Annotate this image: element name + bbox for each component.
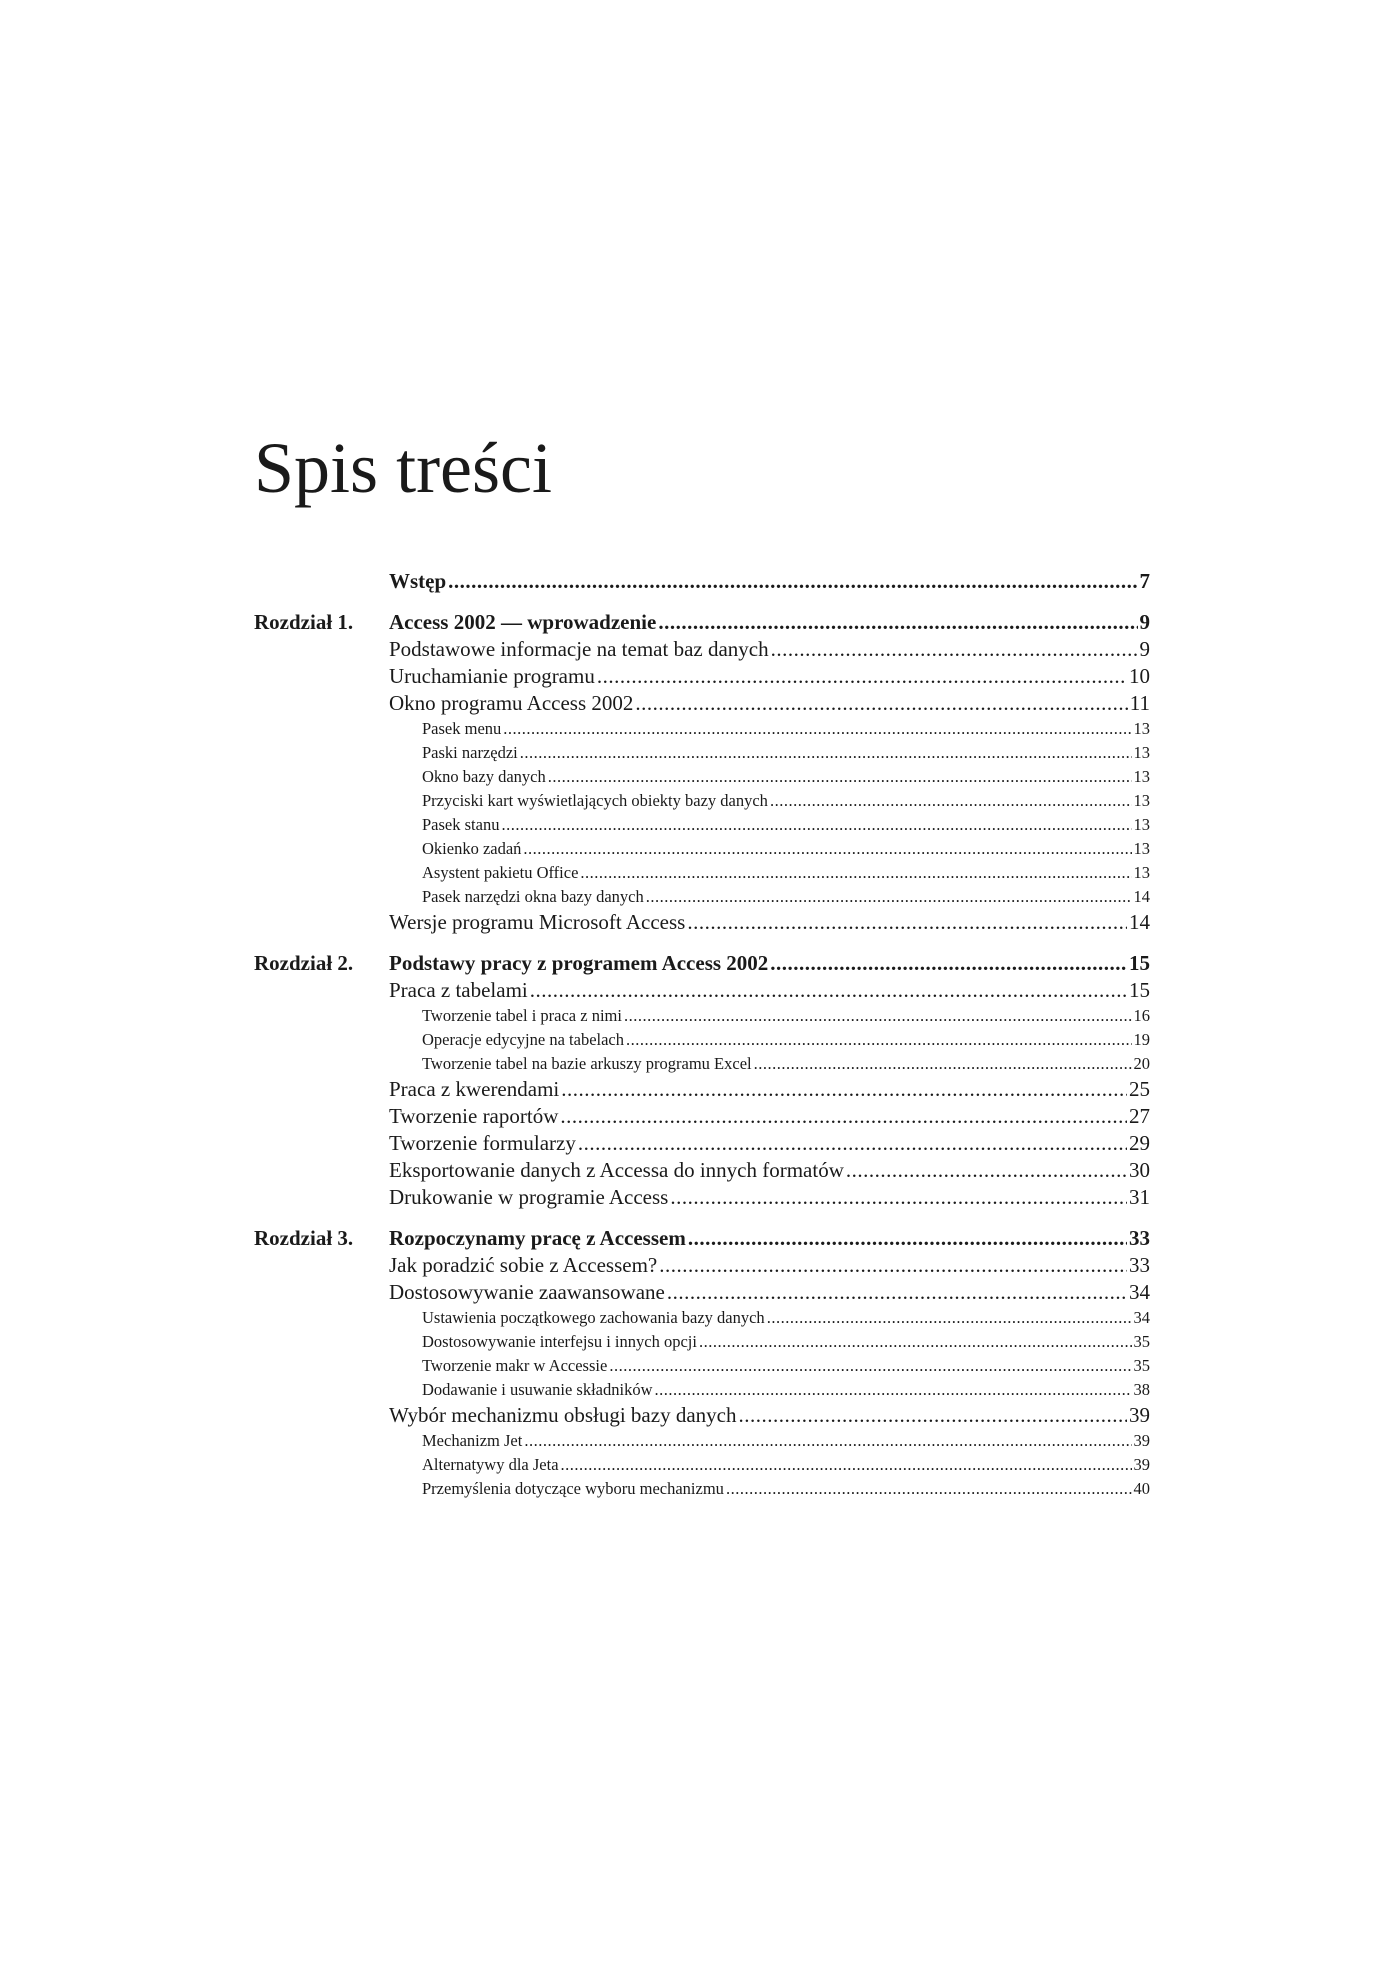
toc-entry-page: 39 (1133, 1431, 1150, 1450)
dot-leader (548, 765, 1132, 789)
toc-entry-page: 14 (1133, 887, 1150, 906)
dot-leader (578, 1130, 1127, 1157)
toc-entry-page: 15 (1129, 951, 1150, 975)
toc-entry (422, 837, 1150, 861)
toc-intro (254, 568, 1150, 595)
toc-entry-title: Drukowanie w programie Access (389, 1185, 669, 1209)
toc-entry-page: 39 (1133, 1455, 1150, 1474)
toc-entry-title: Rozpoczynamy pracę z Accessem (389, 1226, 686, 1250)
toc-entry-page: 27 (1129, 1104, 1150, 1128)
toc-entry-page: 19 (1133, 1030, 1150, 1049)
toc-entry-title: Uruchamianie programu (389, 664, 595, 688)
dot-leader (624, 1004, 1132, 1028)
dot-leader (771, 636, 1138, 663)
toc-entry-title: Dostosowywanie interfejsu i innych opcji (422, 1332, 697, 1351)
page-title: Spis treści (254, 428, 552, 508)
toc-entry-title: Okienko zadań (422, 839, 522, 858)
toc-entry-title: Paski narzędzi (422, 743, 518, 762)
dot-leader (561, 1453, 1132, 1477)
dot-leader (738, 1402, 1127, 1429)
toc-entry-title: Pasek menu (422, 719, 502, 738)
toc-entry-page: 9 (1139, 637, 1150, 661)
toc-entry-title: Tworzenie tabel i praca z nimi (422, 1006, 622, 1025)
dot-leader (580, 861, 1131, 885)
toc-entry (422, 765, 1150, 789)
toc-entry-title: Praca z tabelami (389, 978, 528, 1002)
chapter-label: Rozdział 3. (254, 1226, 354, 1250)
toc-entry (422, 1052, 1150, 1076)
toc-entry-page: 31 (1129, 1185, 1150, 1209)
dot-leader (659, 1252, 1127, 1279)
toc-entry-title: Wybór mechanizmu obsługi bazy danych (389, 1403, 737, 1427)
toc-chapter-3 (254, 1225, 1150, 1501)
toc-entry-page: 39 (1129, 1403, 1150, 1427)
toc-entry (422, 1306, 1150, 1330)
toc-entry-title: Wersje programu Microsoft Access (389, 910, 686, 934)
toc-entry-title: Pasek stanu (422, 815, 500, 834)
toc-entry-title: Podstawowe informacje na temat baz danych (389, 637, 769, 661)
toc-entry-page: 30 (1129, 1158, 1150, 1182)
dot-leader (520, 741, 1132, 765)
toc-entry (422, 861, 1150, 885)
toc-entry (422, 789, 1150, 813)
toc-entry (422, 1378, 1150, 1402)
dot-leader (609, 1354, 1131, 1378)
toc-entry-title: Eksportowanie danych z Accessa do innych formatów (389, 1158, 844, 1182)
dot-leader (448, 568, 1137, 595)
toc-entry-page: 13 (1133, 839, 1150, 858)
toc-entry-page: 20 (1133, 1054, 1150, 1073)
toc-entry-page: 38 (1133, 1380, 1150, 1399)
toc-entry (389, 609, 1150, 636)
toc-entry (422, 885, 1150, 909)
toc-entry-title: Przemyślenia dotyczące wyboru mechanizmu (422, 1479, 724, 1498)
toc-entry-page: 13 (1133, 815, 1150, 834)
toc-entry (389, 977, 1150, 1004)
chapter-label: Rozdział 2. (254, 951, 354, 975)
dot-leader (667, 1279, 1127, 1306)
toc-entry-title: Alternatywy dla Jeta (422, 1455, 559, 1474)
toc-entry-page: 13 (1133, 743, 1150, 762)
dot-leader (658, 609, 1137, 636)
dot-leader (561, 1076, 1127, 1103)
toc-entry-title: Tworzenie raportów (389, 1104, 559, 1128)
toc-entry (389, 568, 1150, 595)
toc-chapter-1 (254, 609, 1150, 936)
toc-entry-title: Access 2002 — wprowadzenie (389, 610, 657, 634)
toc-chapter-2 (254, 950, 1150, 1211)
table-of-contents (254, 568, 1150, 1515)
toc-entry-title: Wstęp (389, 569, 447, 593)
toc-entry-title: Dodawanie i usuwanie składników (422, 1380, 653, 1399)
dot-leader (699, 1330, 1132, 1354)
toc-entry (389, 1279, 1150, 1306)
toc-entry-title: Okno programu Access 2002 (389, 691, 634, 715)
dot-leader (646, 885, 1132, 909)
toc-entry-title: Tworzenie tabel na bazie arkuszy programu Excel (422, 1054, 752, 1073)
toc-entry-page: 15 (1129, 978, 1150, 1002)
dot-leader (524, 1429, 1131, 1453)
toc-entry (422, 741, 1150, 765)
toc-entry (389, 636, 1150, 663)
toc-entry-page: 35 (1133, 1356, 1150, 1375)
toc-entry (389, 690, 1150, 717)
toc-entry-page: 29 (1129, 1131, 1150, 1155)
toc-entry-title: Ustawienia początkowego zachowania bazy danych (422, 1308, 765, 1327)
dot-leader (560, 1103, 1127, 1130)
toc-entry-title: Dostosowywanie zaawansowane (389, 1280, 665, 1304)
toc-entry-title: Okno bazy danych (422, 767, 546, 786)
dot-leader (530, 977, 1127, 1004)
toc-entry (422, 1477, 1150, 1501)
toc-entry-title: Operacje edycyjne na tabelach (422, 1030, 625, 1049)
toc-entry (389, 909, 1150, 936)
toc-entry (389, 1157, 1150, 1184)
toc-entry-page: 40 (1133, 1479, 1150, 1498)
toc-entry-page: 25 (1129, 1077, 1150, 1101)
dot-leader (770, 950, 1127, 977)
toc-entry-page: 34 (1129, 1280, 1150, 1304)
toc-entry (422, 1330, 1150, 1354)
toc-entry (389, 663, 1150, 690)
toc-entry-title: Przyciski kart wyświetlających obiekty bazy danych (422, 791, 768, 810)
toc-entry-title: Praca z kwerendami (389, 1077, 560, 1101)
toc-entry (422, 1453, 1150, 1477)
dot-leader (503, 717, 1131, 741)
toc-entry-page: 13 (1133, 767, 1150, 786)
toc-entry-page: 33 (1129, 1226, 1150, 1250)
toc-entry-page: 14 (1129, 910, 1150, 934)
toc-entry-title: Asystent pakietu Office (422, 863, 579, 882)
dot-leader (767, 1306, 1132, 1330)
chapter-label: Rozdział 1. (254, 610, 354, 634)
toc-entry-page: 13 (1133, 791, 1150, 810)
toc-entry (422, 1354, 1150, 1378)
toc-entry (422, 1429, 1150, 1453)
dot-leader (626, 1028, 1131, 1052)
toc-entry-title: Mechanizm Jet (422, 1431, 523, 1450)
toc-entry (389, 1225, 1150, 1252)
dot-leader (501, 813, 1131, 837)
toc-entry-title: Tworzenie makr w Accessie (422, 1356, 608, 1375)
toc-entry (389, 1130, 1150, 1157)
toc-entry-title: Jak poradzić sobie z Accessem? (389, 1253, 658, 1277)
toc-entry-page: 13 (1133, 863, 1150, 882)
toc-entry-page: 9 (1139, 610, 1150, 634)
dot-leader (523, 837, 1131, 861)
toc-entry-page: 16 (1133, 1006, 1150, 1025)
dot-leader (670, 1184, 1127, 1211)
toc-entry (389, 1252, 1150, 1279)
toc-entry (389, 1076, 1150, 1103)
toc-entry (422, 813, 1150, 837)
toc-entry-title: Pasek narzędzi okna bazy danych (422, 887, 644, 906)
dot-leader (655, 1378, 1132, 1402)
toc-entry (389, 1103, 1150, 1130)
toc-entry-page: 35 (1133, 1332, 1150, 1351)
toc-entry-page: 34 (1133, 1308, 1150, 1327)
toc-entry-page: 33 (1129, 1253, 1150, 1277)
dot-leader (846, 1157, 1127, 1184)
toc-entry (389, 950, 1150, 977)
toc-entry-page: 13 (1133, 719, 1150, 738)
toc-entry-title: Tworzenie formularzy (389, 1131, 576, 1155)
toc-entry-page: 10 (1129, 664, 1150, 688)
dot-leader (726, 1477, 1132, 1501)
dot-leader (688, 1225, 1127, 1252)
toc-entry (422, 1028, 1150, 1052)
dot-leader (597, 663, 1127, 690)
toc-entry (389, 1184, 1150, 1211)
dot-leader (754, 1052, 1132, 1076)
toc-entry (389, 1402, 1150, 1429)
dot-leader (687, 909, 1127, 936)
toc-entry (422, 1004, 1150, 1028)
toc-entry-page: 7 (1139, 569, 1150, 593)
dot-leader (635, 690, 1127, 717)
toc-entry-page: 11 (1129, 691, 1150, 715)
dot-leader (770, 789, 1132, 813)
toc-entry (422, 717, 1150, 741)
toc-entry-title: Podstawy pracy z programem Access 2002 (389, 951, 769, 975)
